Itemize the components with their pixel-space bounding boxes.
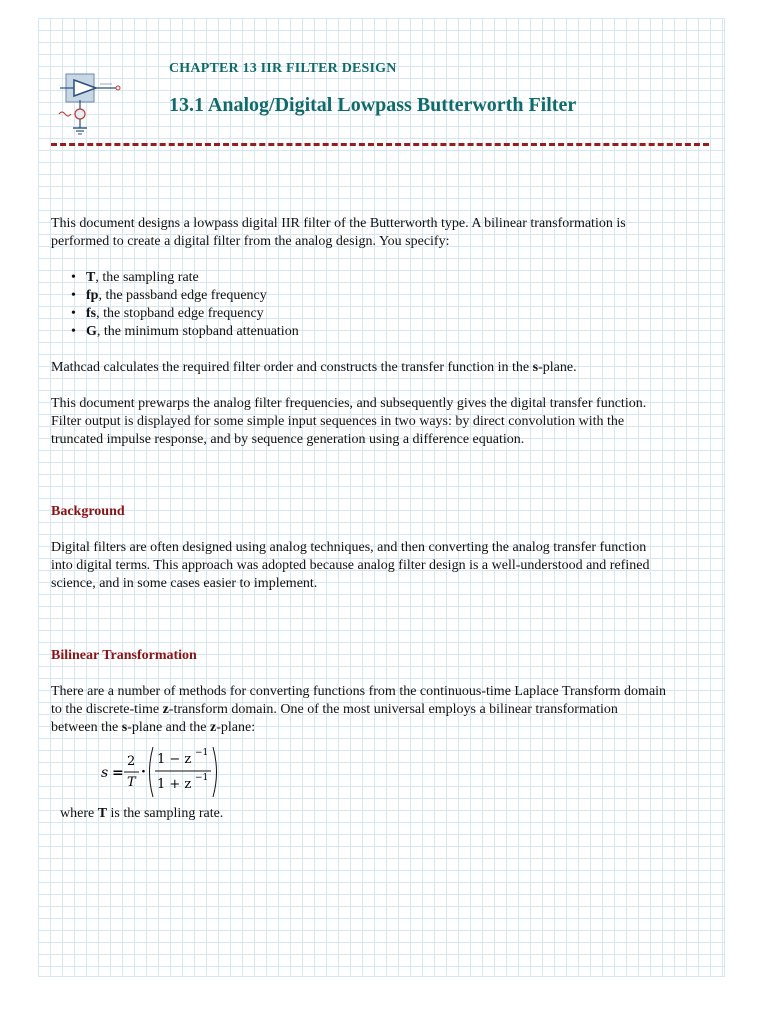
circuit-filter-logo-icon (56, 70, 130, 140)
bilinear-paragraph: There are a number of methods for converting functions from the continuous-time Laplace Transform domain to the discrete-time z-transform domain. One of the most universal employs a bilinear transformation between the s-plane and the z-plane: (51, 684, 667, 735)
spec-list (51, 269, 721, 341)
document-body (51, 215, 721, 823)
formula-top-exp: −1 (195, 748, 209, 758)
list-item: • fs, the stopband edge frequency (71, 306, 264, 321)
background-paragraph: Digital filters are often designed using analog techniques, and then converting the analog transfer function into digital terms. This approach was adopted because analog filter design is a well-understood and refined science, and in some cases easier to implement. (51, 540, 650, 591)
section-title: 13.1 Analog/Digital Lowpass Butterworth Filter (169, 94, 577, 116)
list-item: • T, the sampling rate (71, 270, 199, 285)
formula-bottom: 1 + z (157, 777, 192, 792)
bilinear-heading: Bilinear Transformation (51, 648, 197, 663)
where-paragraph: where T is the sampling rate. (60, 806, 224, 821)
calc-paragraph: Mathcad calculates the required filter order and constructs the transfer function in the s-plane. (51, 360, 577, 375)
formula-lhs: s (101, 765, 109, 781)
document-page (38, 18, 725, 977)
formula-bottom-exp: −1 (195, 773, 209, 783)
bilinear-formula (99, 743, 721, 801)
formula-dot: · (141, 764, 146, 780)
list-item: • G, the minimum stopband attenuation (71, 324, 299, 339)
background-heading: Background (51, 504, 125, 519)
formula-denominator: T (127, 775, 136, 790)
formula-numerator: 2 (127, 754, 136, 769)
formula-top: 1 − z (157, 752, 192, 767)
formula-equals: = (112, 765, 124, 781)
prewarp-paragraph: This document prewarps the analog filter frequencies, and subsequently gives the digital transfer function. Filter output is displayed for some simple input sequences in two ways: by direct convolution with the truncated impulse response, and by sequence generation using a difference equation. (51, 396, 647, 447)
section-divider (51, 143, 709, 146)
intro-paragraph: This document designs a lowpass digital IIR filter of the Butterworth type. A bilinear transformation is performed to create a digital filter from the analog design. You specify: (51, 216, 626, 249)
list-item: • fp, the passband edge frequency (71, 288, 267, 303)
chapter-heading: CHAPTER 13 IIR FILTER DESIGN (169, 61, 397, 76)
